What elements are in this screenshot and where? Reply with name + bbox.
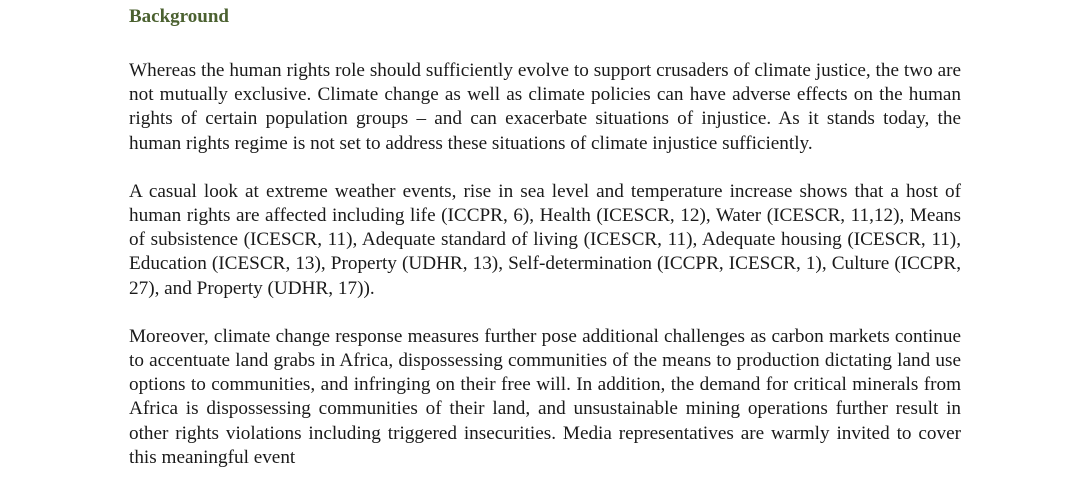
paragraph-affected-rights: A casual look at extreme weather events, rise in sea level and temperature increase shows that a host of human rights are affected including life (ICCPR, 6), Health (ICESCR, 12), Water (ICESCR, 11,12), Means of subsistence (ICESCR, 11), Adequate standard of living (ICESCR, 11), Adequate housing (ICESCR, 11), Education (ICESCR, 13), Property (UDHR, 13), Self-determination (ICCPR, ICESCR, 1), Culture (ICCPR, 27), and Property (UDHR, 17)). [129, 180, 961, 299]
paragraph-climate-justice: Whereas the human rights role should sufficiently evolve to support crusaders of climate justice, the two are not mutually exclusive. Climate change as well as climate policies can have adverse effects on the human rights of certain population groups – and can exacerbate situations of injustice. As it stands today, the human rights regime is not set to address these situations of climate injustice sufficiently. [129, 60, 961, 154]
document-body [129, 0, 961, 470]
paragraph-response-measures: Moreover, climate change response measures further pose additional challenges as carbon markets continue to accentuate land grabs in Africa, dispossessing communities of the means to production dictating land use options to communities, and infringing on their free will. In addition, the demand for critical minerals from Africa is dispossessing communities of their land, and unsustainable mining operations further result in other rights violations including triggered insecurities. Media representatives are warmly invited to cover this meaningful event [129, 325, 961, 468]
section-heading: Background [129, 6, 229, 27]
